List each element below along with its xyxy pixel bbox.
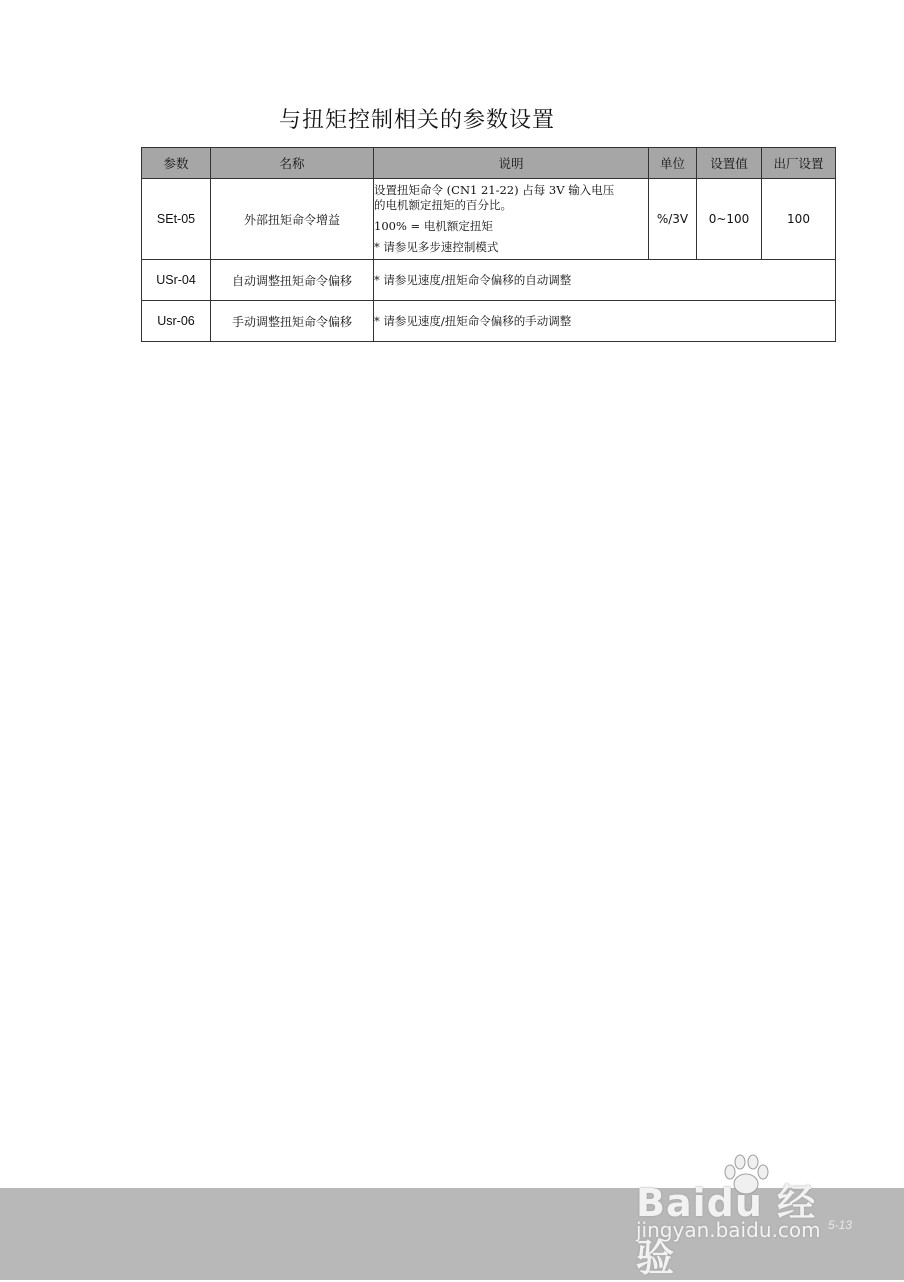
param-name: 手动调整扭矩命令偏移 [211, 301, 374, 342]
param-name: 自动调整扭矩命令偏移 [211, 260, 374, 301]
header-description: 说明 [374, 148, 649, 179]
table-row [142, 179, 836, 260]
param-description [374, 179, 649, 260]
description-line: 100% = 电机额定扭矩 [374, 219, 493, 233]
table-header-row [142, 148, 836, 179]
param-code: SEt-05 [142, 179, 211, 260]
page-number: 5-13 [827, 1218, 852, 1232]
table-row [142, 260, 836, 301]
table-row [142, 301, 836, 342]
page-title: 与扭矩控制相关的参数设置 [279, 108, 556, 133]
param-description [374, 260, 836, 301]
param-description [374, 301, 836, 342]
watermark-brand: Baidu 经验 [636, 1181, 817, 1280]
description-line: * 请参见速度/扭矩命令偏移的自动调整 [374, 272, 572, 287]
header-param: 参数 [142, 148, 211, 179]
parameter-table [141, 147, 836, 342]
watermark-url: jingyan.baidu.com [636, 1218, 821, 1242]
param-code: USr-04 [142, 260, 211, 301]
param-code: Usr-06 [142, 301, 211, 342]
header-unit: 单位 [649, 148, 697, 179]
header-factory-setting: 出厂设置 [762, 148, 836, 179]
param-default: 100 [762, 179, 836, 260]
baidu-watermark [636, 1170, 846, 1280]
description-line: 的电机额定扭矩的百分比。 [374, 198, 512, 212]
description-line: 设置扭矩命令 (CN1 21-22) 占每 3V 输入电压 [374, 183, 615, 197]
header-name: 名称 [211, 148, 374, 179]
header-setting-value: 设置值 [697, 148, 762, 179]
description-line: * 请参见速度/扭矩命令偏移的手动调整 [374, 313, 572, 328]
param-range: 0~100 [697, 179, 762, 260]
description-line: * 请参见多步速控制模式 [374, 240, 499, 254]
param-name: 外部扭矩命令增益 [211, 179, 374, 260]
param-unit: %/3V [649, 179, 697, 260]
